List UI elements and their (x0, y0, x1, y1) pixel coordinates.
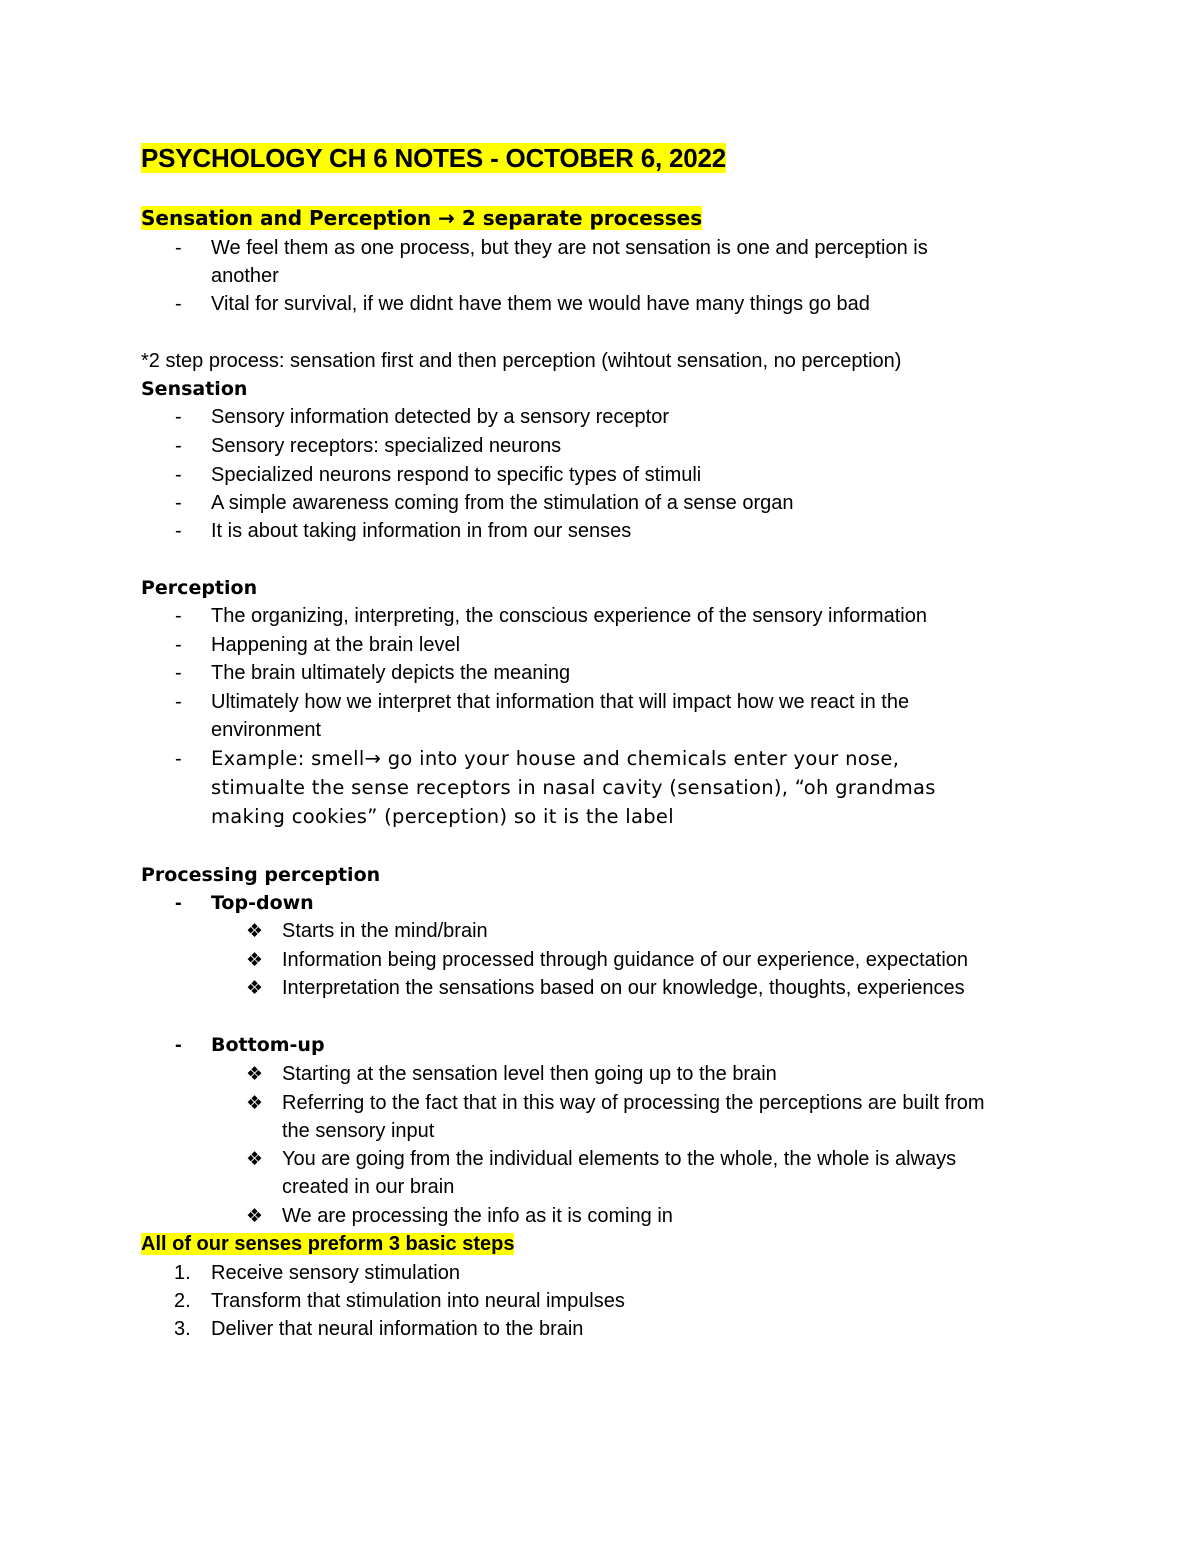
perception-bullet-1: The organizing, interpreting, the conscious experience of the sensory information (211, 605, 927, 627)
diamond-bullet-icon: ❖ (246, 977, 264, 999)
step-item-1: Receive sensory stimulation (211, 1262, 460, 1284)
diamond-bullet-icon: ❖ (246, 1148, 264, 1170)
bullet-dash: - (175, 293, 182, 315)
bullet-dash: - (175, 464, 182, 486)
bullet-dash: - (175, 492, 182, 514)
basic-steps-heading (141, 1230, 514, 1258)
sensation-bullet-2: Sensory receptors: specialized neurons (211, 435, 562, 457)
top-down-item-1: Starts in the mind/brain (282, 920, 488, 942)
title-highlight: PSYCHOLOGY CH 6 NOTES - OCTOBER 6, 2022 (141, 143, 727, 173)
step-number-1: 1. (174, 1262, 191, 1284)
sensation-bullet-1: Sensory information detected by a sensory receptor (211, 406, 670, 428)
bullet-dash: - (175, 520, 182, 542)
perception-bullet-4-line-1: Ultimately how we interpret that information that will impact how we react in the (211, 691, 910, 713)
processing-perception-heading: Processing perception (141, 864, 381, 886)
diamond-bullet-icon: ❖ (246, 1205, 264, 1227)
diamond-bullet-icon: ❖ (246, 1063, 264, 1085)
bottom-up-item-2-line-1: Referring to the fact that in this way of processing the perceptions are built from (282, 1092, 985, 1114)
sensation-bullet-3: Specialized neurons respond to specific types of stimuli (211, 464, 702, 486)
bullet-dash: - (175, 605, 182, 627)
diamond-bullet-icon: ❖ (246, 949, 264, 971)
bullet-dash: - (175, 406, 182, 428)
intro-bullet-1-line-1: We feel them as one process, but they are not sensation is one and perception is (211, 237, 928, 259)
bullet-dash: - (175, 435, 182, 457)
diamond-bullet-icon: ❖ (246, 1092, 264, 1114)
bullet-dash: - (175, 748, 182, 770)
top-down-heading: Top-down (211, 892, 314, 914)
perception-example-line-1: Example: smell→ go into your house and chemicals enter your nose, (211, 747, 900, 770)
sensation-bullet-4: A simple awareness coming from the stimulation of a sense organ (211, 492, 794, 514)
bottom-up-item-3-line-2: created in our brain (282, 1176, 455, 1198)
step-item-2: Transform that stimulation into neural impulses (211, 1290, 625, 1312)
heading-highlight: Sensation and Perception → 2 separate processes (141, 206, 703, 230)
step-number-2: 2. (174, 1290, 191, 1312)
top-down-item-3: Interpretation the sensations based on our knowledge, thoughts, experiences (282, 977, 965, 999)
perception-bullet-2: Happening at the brain level (211, 634, 461, 656)
bullet-dash: - (175, 237, 182, 259)
section-heading-sensation-perception (141, 204, 702, 232)
top-down-item-2: Information being processed through guidance of our experience, expectation (282, 949, 969, 971)
bottom-up-item-4: We are processing the info as it is coming in (282, 1205, 673, 1227)
intro-bullet-1-line-2: another (211, 265, 279, 287)
bottom-up-item-2-line-2: the sensory input (282, 1120, 435, 1142)
diamond-bullet-icon: ❖ (246, 920, 264, 942)
perception-bullet-4-line-2: environment (211, 719, 322, 741)
document-title (141, 140, 726, 176)
steps-highlight: All of our senses preform 3 basic steps (141, 1233, 515, 1255)
bottom-up-item-1: Starting at the sensation level then going up to the brain (282, 1063, 777, 1085)
bullet-dash: - (175, 892, 182, 914)
step-item-3: Deliver that neural information to the brain (211, 1318, 584, 1340)
bullet-dash: - (175, 691, 182, 713)
bullet-dash: - (175, 662, 182, 684)
perception-bullet-3: The brain ultimately depicts the meaning (211, 662, 571, 684)
sensation-bullet-5: It is about taking information in from our senses (211, 520, 632, 542)
perception-example-line-3: making cookies” (perception) so it is the label (211, 805, 674, 828)
intro-bullet-2: Vital for survival, if we didnt have them we would have many things go bad (211, 293, 870, 315)
perception-heading: Perception (141, 577, 258, 599)
sensation-heading: Sensation (141, 378, 248, 400)
step-process-note: *2 step process: sensation first and then perception (wihtout sensation, no perception) (141, 350, 902, 372)
bullet-dash: - (175, 634, 182, 656)
perception-example-line-2: stimualte the sense receptors in nasal cavity (sensation), “oh grandmas (211, 776, 936, 799)
step-number-3: 3. (174, 1318, 191, 1340)
bullet-dash: - (175, 1034, 182, 1056)
bottom-up-item-3-line-1: You are going from the individual elements to the whole, the whole is always (282, 1148, 957, 1170)
bottom-up-heading: Bottom-up (211, 1034, 325, 1056)
